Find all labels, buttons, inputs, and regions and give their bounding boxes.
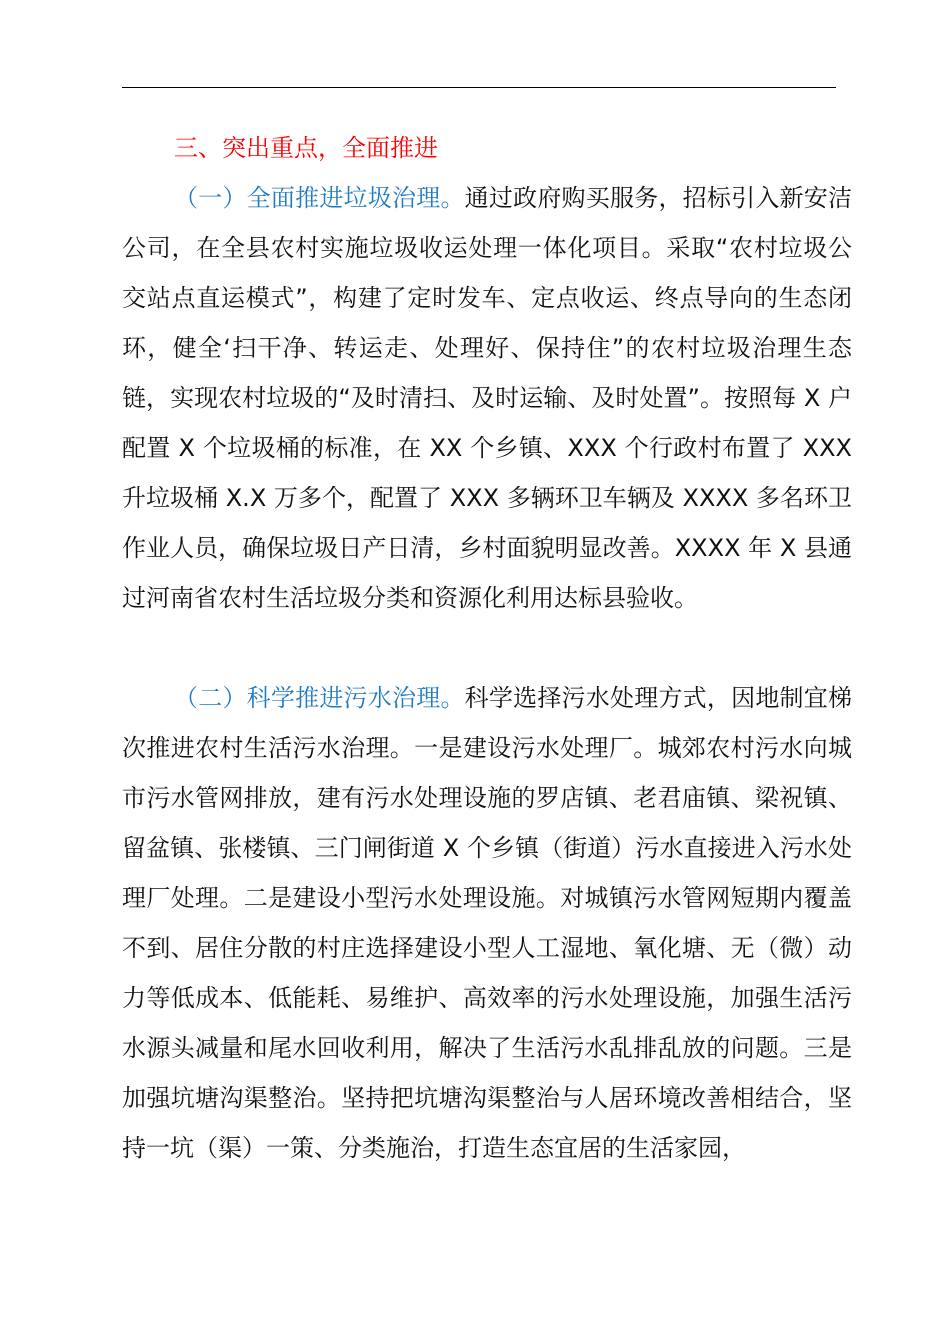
paragraph-body: 科学选择污水处理方式，因地制宜梯次推进农村生活污水治理。一是建设污水处理厂。城郊农村污水向城市污水管网排放，建有污水处理设施的罗店镇、老君庙镇、梁祝镇、留盆镇、张楼镇、三门闸街道 X 个乡镇（街道）污水直接进入污水处理厂处理。二是建设小型污水处理设施。对城镇污水管网短期内覆盖不到、居住分散的村庄选择建设小型人工湿地、氧化塘、无（微）动力等低成本、低能耗、易维护、高效率的污水处理设施，加强生活污水源头减量和尾水回收利用，解决了生活污水乱排乱放的问题。三是加强坑塘沟渠整治。坚持把坑塘沟渠整治与人居环境改善相结合，坚持一坑（渠）一策、分类施治，打造生态宜居的生活家园， bbox=[122, 684, 853, 1162]
paragraph-body: 通过政府购买服务，招标引入新安洁公司，在全县农村实施垃圾收运处理一体化项目。采取“农村垃圾公交站点直运模式”，构建了定时发车、定点收运、终点导向的生态闭环，健全‘扫干净、转运走、处理好、保持住”的农村垃圾治理生态链，实现农村垃圾的“及时清扫、及时运输、及时处置”。按照每 X 户配置 X 个垃圾桶的标准，在 XX 个乡镇、XXX 个行政村布置了 XXX 升垃圾桶 X.X 万多个，配置了 XXX 多辆环卫车辆及 XXXX 多名环卫作业人员，确保垃圾日产日清，乡村面貌明显改善。XXXX 年 X 县通过河南省农村生活垃圾分类和资源化利用达标县验收。 bbox=[122, 184, 853, 612]
header-rule bbox=[122, 87, 836, 88]
paragraph-sewage-treatment bbox=[122, 673, 852, 1173]
subheading-sewage-treatment: （二）科学推进污水治理。 bbox=[174, 684, 465, 712]
subheading-garbage-treatment: （一）全面推进垃圾治理。 bbox=[174, 184, 465, 212]
section-heading: 三、突出重点，全面推进 bbox=[174, 134, 438, 162]
paragraph-garbage-treatment bbox=[122, 173, 852, 623]
